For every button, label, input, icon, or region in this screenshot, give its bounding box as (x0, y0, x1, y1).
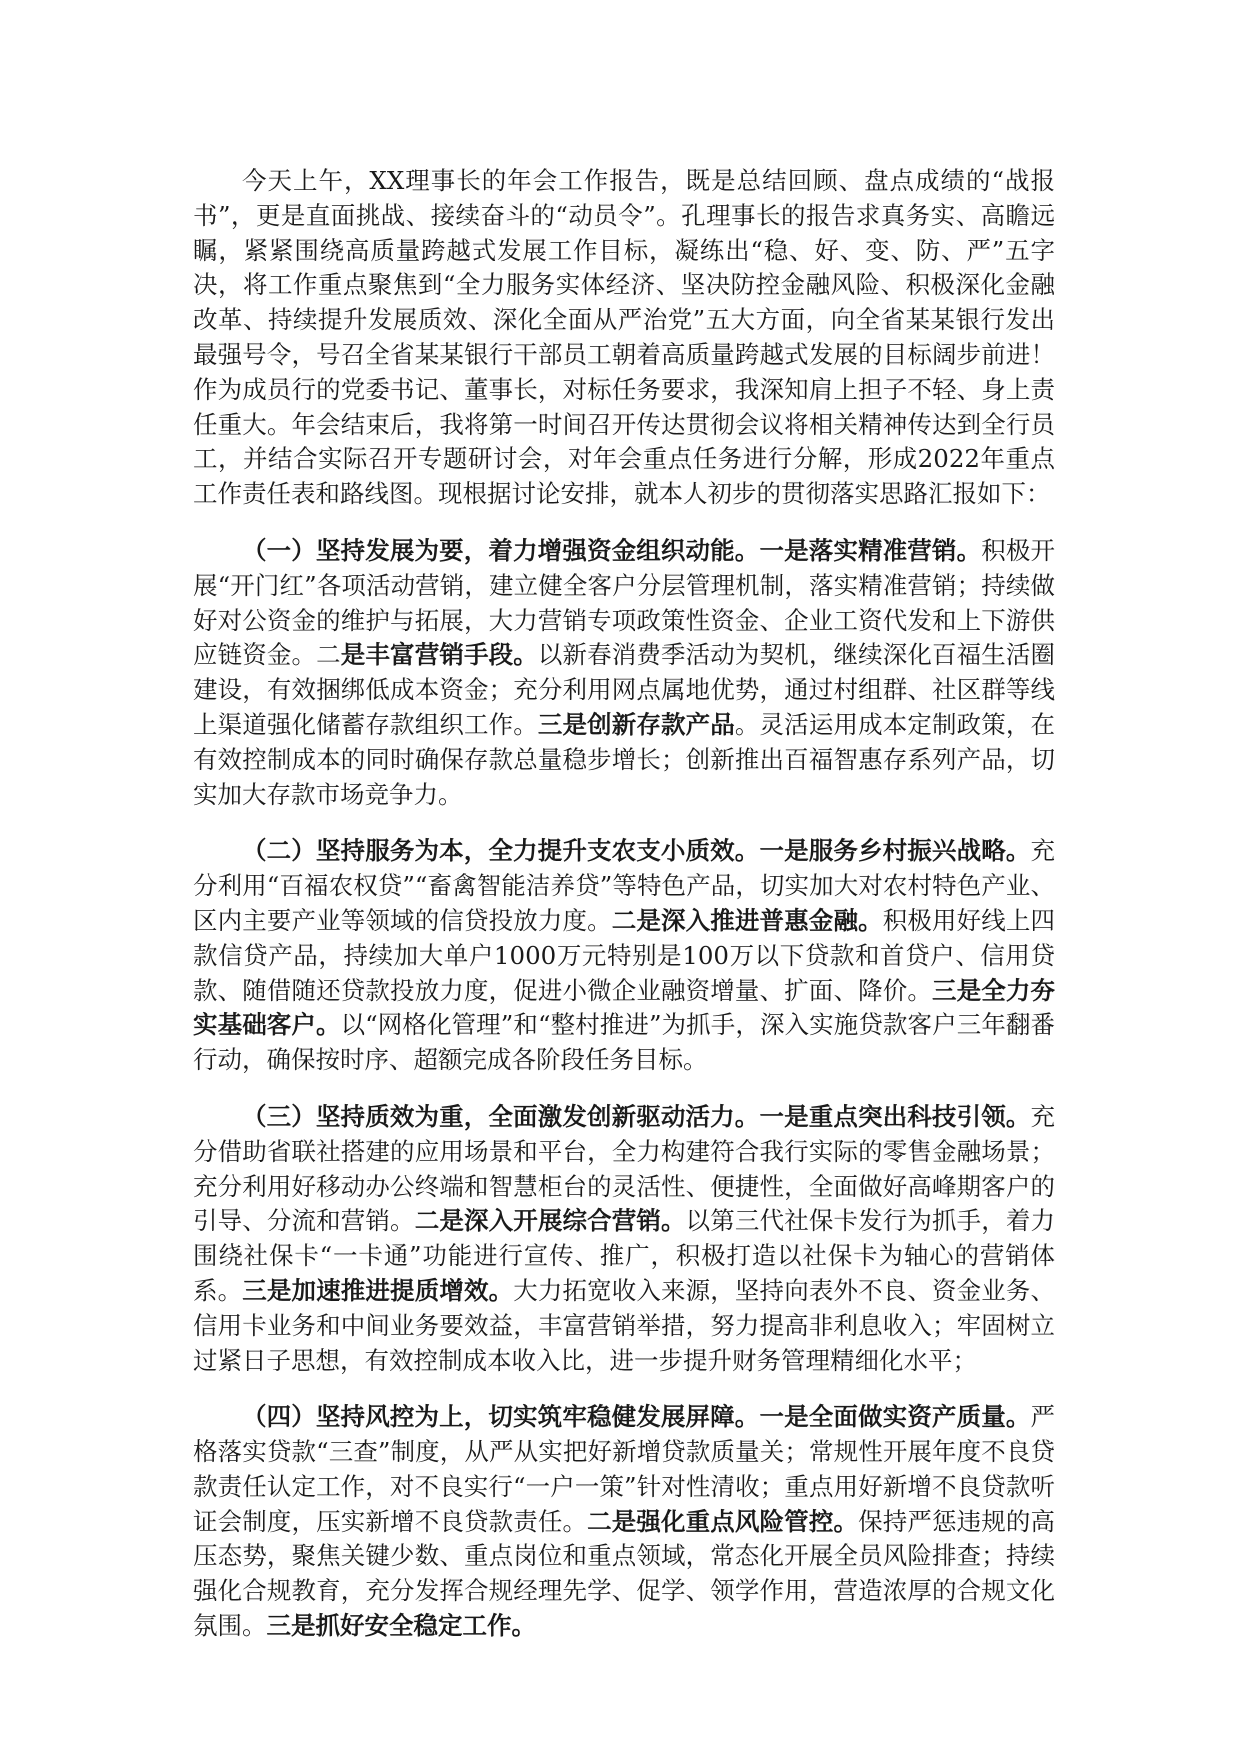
section-4-point-2-title: 二是强化重点风险管控。 (587, 1506, 859, 1536)
section-4-paragraph (193, 1400, 1055, 1644)
section-3-heading: （三）坚持质效为重，全面激发创新驱动活力。 (242, 1101, 760, 1131)
section-1-point-2-title: 是丰富营销手段。 (340, 640, 538, 670)
section-3-paragraph (193, 1100, 1055, 1378)
section-2-point-3-text: 以“网格化管理”和“整村推进”为抓手，深入实施贷款客户三年翻番行动，确保按时序、超额完成各阶段任务目标。 (193, 1010, 1056, 1075)
section-3-point-1-text: 充分借助省联社搭建的应用场景和平台，全力构建符合我行实际的零售金融场景；充分利用好移动办公终端和智慧柜台的灵活性、便捷性，全面做好高峰期客户的引导、分流和营销。 (193, 1101, 1055, 1236)
section-4-point-2-text: 保持严惩违规的高压态势，聚焦关键少数、重点岗位和重点领域，常态化开展全员风险排查；持续强化合规教育，充分发挥合规经理先学、促学、领学作用，营造浓厚的合规文化氛围。 (193, 1506, 1056, 1641)
section-2-paragraph (193, 834, 1055, 1078)
section-1-point-2-text: 以新春消费季活动为契机，继续深化百福生活圈建设，有效捆绑低成本资金；充分利用网点属地优势，通过村组群、社区群等线上渠道强化储蓄存款组织工作。 (193, 640, 1056, 739)
section-1-point-1-title: 一是落实精准营销。 (759, 535, 982, 565)
section-3-point-1-title: 一是重点突出科技引领。 (759, 1101, 1031, 1131)
section-1-point-1-text: 积极开展“开门红”各项活动营销，建立健全客户分层管理机制，落实精准营销；持续做好对公资金的维护与拓展，大力营销专项政策性资金、企业工资代发和上下游供应链资金。二 (193, 535, 1055, 670)
section-4-point-3-title: 三是抓好安全稳定工作。 (266, 1611, 536, 1641)
section-1-paragraph (193, 534, 1055, 812)
section-2-point-2-text: 积极用好线上四款信贷产品，持续加大单户1000万元特别是100万以下贷款和首贷户、信用贷款、随借随还贷款投放力度，促进小微企业融资增量、扩面、降价。 (193, 905, 1056, 1005)
intro-paragraph: 今天上午，XX理事长的年会工作报告，既是总结回顾、盘点成绩的“战报书”，更是直面挑战、接续奋斗的“动员令”。孔理事长的报告求真务实、高瞻远瞩，紧紧围绕高质量跨越式发展工作目标，凝练出“稳、好、变、防、严”五字决，将工作重点聚焦到“全力服务实体经济、坚决防控金融风险、积极深化金融改革、持续提升发展质效、深化全面从严治党”五大方面，向全省某某银行发出最强号令，号召全省某某银行干部员工朝着高质量跨越式发展的目标阔步前进！作为成员行的党委书记、董事长，对标任务要求，我深知肩上担子不轻、身上责任重大。年会结束后，我将第一时间召开传达贯彻会议将相关精神传达到全行员工，并结合实际召开专题研讨会，对年会重点任务进行分解，形成2022年重点工作责任表和路线图。现根据讨论安排，就本人初步的贯彻落实思路汇报如下： (193, 166, 1055, 509)
section-1-point-3-title: 三是创新存款产品 (537, 709, 735, 739)
section-2-point-3-title: 三是全力夯实基础客户。 (193, 975, 1055, 1040)
document-page (193, 164, 1055, 1666)
section-4-point-1-title: 一是全面做实资产质量。 (759, 1402, 1031, 1432)
section-2-point-2-title: 二是深入推进普惠金融。 (611, 905, 883, 935)
section-4-heading: （四）坚持风控为上，切实筑牢稳健发展屏障。 (242, 1402, 760, 1432)
section-3-point-2-text: 以第三代社保卡发行为抓手，着力围绕社保卡“一卡通”功能进行宣传、推广，积极打造以社保卡为轴心的营销体系。 (193, 1206, 1056, 1305)
section-3-point-2-title: 二是深入开展综合营销。 (414, 1206, 686, 1236)
section-2-point-1-title: 一是服务乡村振兴战略。 (759, 836, 1031, 866)
section-3-point-3-title: 三是加速推进提质增效。 (242, 1275, 514, 1305)
section-2-heading: （二）坚持服务为本，全力提升支农支小质效。 (242, 836, 760, 866)
section-2-point-1-text: 充分利用“百福农权贷”“畜禽智能洁养贷”等特色产品，切实加大对农村特色产业、区内主要产业等领域的信贷投放力度。 (193, 836, 1055, 935)
section-1-point-3-text: 。灵活运用成本定制政策，在有效控制成本的同时确保存款总量稳步增长；创新推出百福智惠存系列产品，切实加大存款市场竞争力。 (193, 709, 1056, 809)
section-1-heading: （一）坚持发展为要，着力增强资金组织动能。 (242, 535, 760, 565)
section-4-point-1-text: 严格落实贷款“三查”制度，从严从实把好新增贷款质量关；常规性开展年度不良贷款责任认定工作，对不良实行“一户一策”针对性清收；重点用好新增不良贷款听证会制度，压实新增不良贷款责任。 (193, 1402, 1055, 1536)
section-3-point-3-text: 大力拓宽收入来源，坚持向表外不良、资金业务、信用卡业务和中间业务要效益，丰富营销举措，努力提高非利息收入；牢固树立过紧日子思想，有效控制成本收入比，进一步提升财务管理精细化水平； (193, 1275, 1056, 1375)
